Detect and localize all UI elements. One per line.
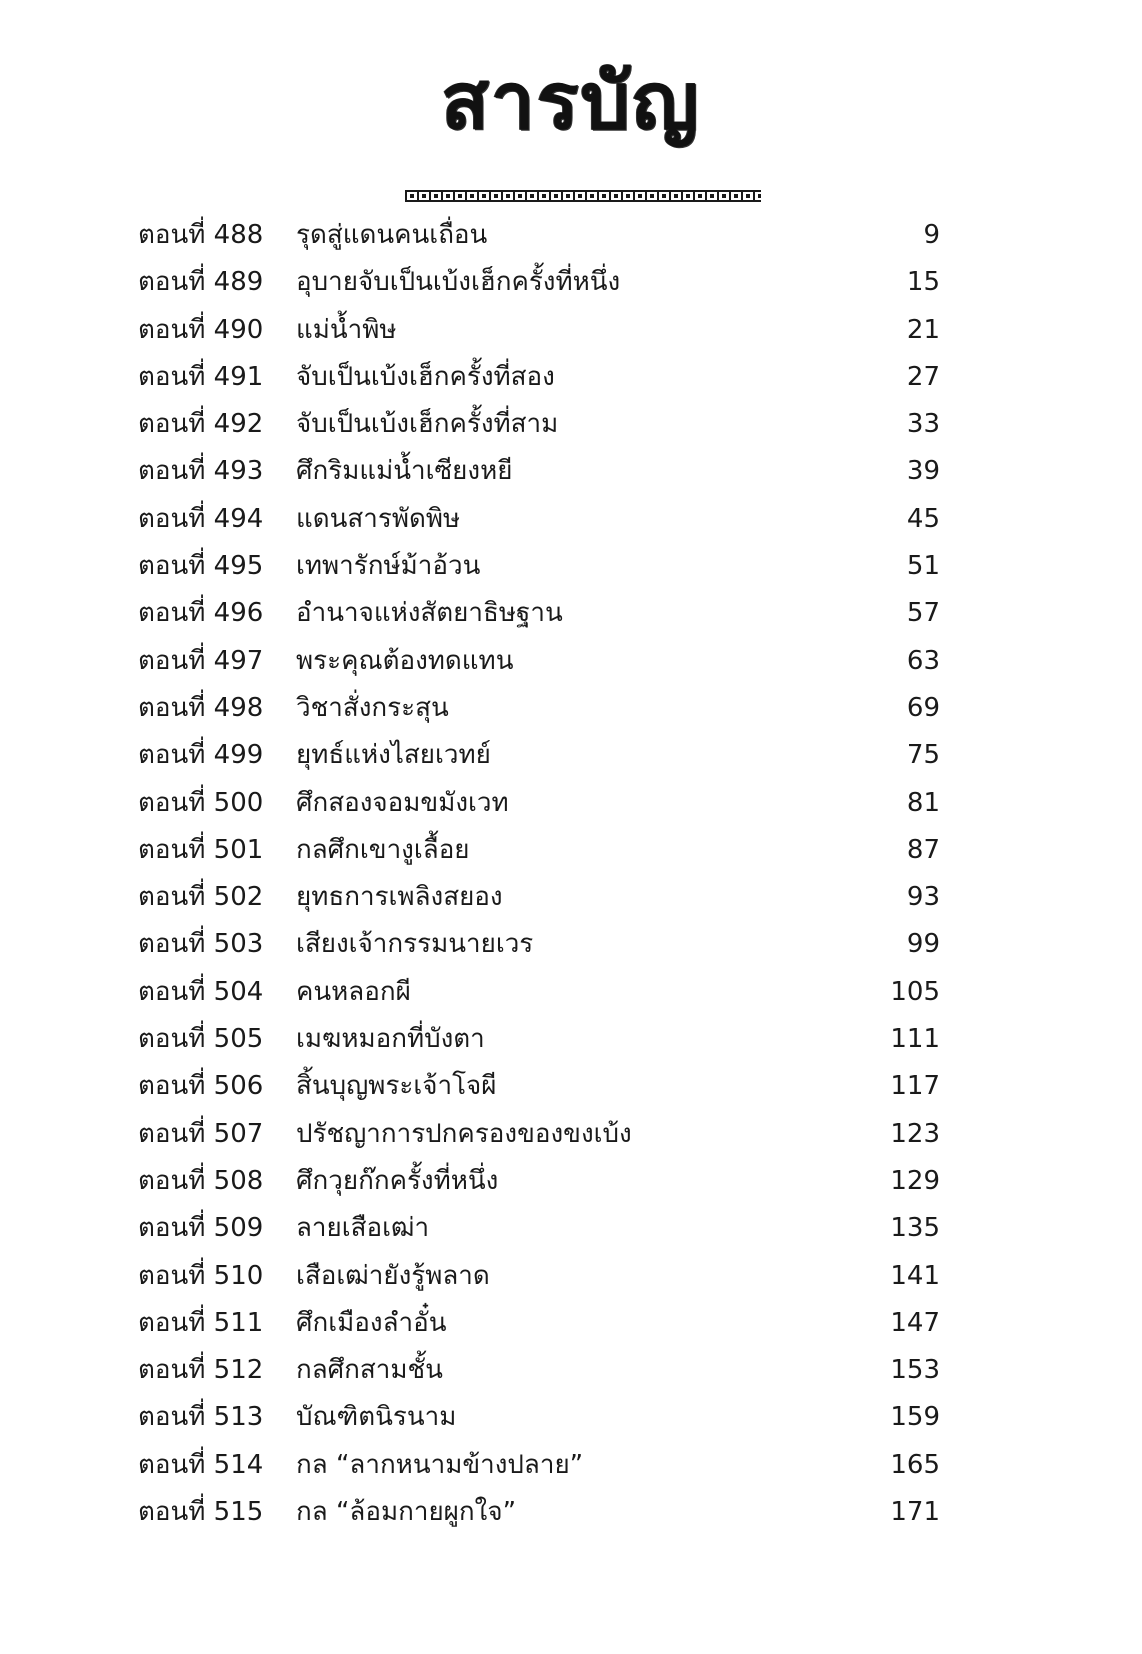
episode-title: พระคุณต้องทดแทน [296, 645, 514, 676]
episode-number: ตอนที่ 509 [138, 1213, 264, 1244]
decorative-divider [405, 190, 761, 202]
episode-title: กลศึกเขางูเลื้อย [296, 834, 470, 865]
toc-row [0, 212, 1142, 259]
episode-number: ตอนที่ 495 [138, 551, 264, 582]
episode-number: ตอนที่ 506 [138, 1071, 264, 1102]
episode-title: อุบายจับเป็นเบ้งเฮ็กครั้งที่หนึ่ง [296, 267, 621, 298]
toc-row [0, 1158, 1142, 1205]
episode-number: ตอนที่ 503 [138, 929, 264, 960]
episode-title: บัณฑิตนิรนาม [296, 1402, 457, 1433]
toc-row [0, 543, 1142, 590]
episode-title: กล “ล้อมกายผูกใจ” [296, 1497, 517, 1528]
episode-number: ตอนที่ 499 [138, 740, 264, 771]
episode-number: ตอนที่ 513 [138, 1402, 264, 1433]
toc-row [0, 1111, 1142, 1158]
episode-number: ตอนที่ 515 [138, 1497, 264, 1528]
episode-number: ตอนที่ 500 [138, 787, 264, 818]
episode-title: แม่น้ำพิษ [296, 314, 397, 345]
episode-number: ตอนที่ 493 [138, 456, 264, 487]
episode-number: ตอนที่ 494 [138, 503, 264, 534]
page-number: 171 [890, 1497, 940, 1528]
page-number: 147 [890, 1307, 940, 1338]
page-number: 141 [890, 1260, 940, 1291]
episode-number: ตอนที่ 512 [138, 1355, 264, 1386]
episode-title: จับเป็นเบ้งเฮ็กครั้งที่สอง [296, 361, 555, 392]
toc-row [0, 1205, 1142, 1252]
page-number: 99 [906, 929, 940, 960]
toc-row [0, 969, 1142, 1016]
episode-title: ลายเสือเฒ่า [296, 1213, 430, 1244]
episode-title: จับเป็นเบ้งเฮ็กครั้งที่สาม [296, 409, 559, 440]
toc-row [0, 732, 1142, 779]
episode-number: ตอนที่ 501 [138, 834, 264, 865]
episode-title: ยุทธ์แห่งไสยเวทย์ [296, 740, 491, 771]
toc-row [0, 874, 1142, 921]
toc-row [0, 401, 1142, 448]
episode-number: ตอนที่ 497 [138, 645, 264, 676]
episode-number: ตอนที่ 514 [138, 1449, 264, 1480]
page-number: 69 [906, 692, 940, 723]
page-number: 75 [906, 740, 940, 771]
toc-row [0, 1442, 1142, 1489]
page-number: 105 [890, 976, 940, 1007]
toc-row [0, 780, 1142, 827]
episode-title: ปรัชญาการปกครองของขงเบ้ง [296, 1118, 632, 1149]
toc-row [0, 448, 1142, 495]
episode-number: ตอนที่ 505 [138, 1024, 264, 1055]
page-number: 57 [906, 598, 940, 629]
toc-row [0, 1489, 1142, 1536]
page-number: 165 [890, 1449, 940, 1480]
episode-number: ตอนที่ 504 [138, 976, 264, 1007]
table-of-contents [0, 212, 1142, 1536]
episode-number: ตอนที่ 510 [138, 1260, 264, 1291]
episode-number: ตอนที่ 508 [138, 1165, 264, 1196]
toc-row [0, 354, 1142, 401]
episode-number: ตอนที่ 488 [138, 220, 264, 250]
episode-title: เทพารักษ์ม้าอ้วน [296, 551, 481, 582]
episode-title: วิชาสั่งกระสุน [296, 692, 449, 723]
page-number: 87 [906, 834, 940, 865]
page-number: 33 [906, 409, 940, 440]
page-number: 15 [906, 267, 940, 298]
episode-title: กล “ลากหนามข้างปลาย” [296, 1449, 584, 1480]
page-number: 81 [906, 787, 940, 818]
toc-row [0, 827, 1142, 874]
toc-row [0, 590, 1142, 637]
episode-title: เสือเฒ่ายังรู้พลาด [296, 1260, 490, 1291]
episode-title: ศึกริมแม่น้ำเซียงหยี [296, 456, 513, 487]
episode-number: ตอนที่ 489 [138, 267, 264, 298]
page-number: 63 [906, 645, 940, 676]
episode-title: ศึกวุยก๊กครั้งที่หนึ่ง [296, 1165, 499, 1196]
page-number: 111 [890, 1024, 940, 1055]
toc-row [0, 1300, 1142, 1347]
page-number: 21 [906, 314, 940, 345]
toc-row [0, 921, 1142, 968]
page-number: 51 [906, 551, 940, 582]
episode-number: ตอนที่ 491 [138, 361, 264, 392]
episode-title: เสียงเจ้ากรรมนายเวร [296, 929, 534, 960]
page-number: 45 [906, 503, 940, 534]
episode-title: รุดสู่แดนคนเถื่อน [296, 220, 488, 250]
episode-title: แดนสารพัดพิษ [296, 503, 461, 534]
episode-title: สิ้นบุญพระเจ้าโจผี [296, 1071, 497, 1102]
page-number: 153 [890, 1355, 940, 1386]
toc-row [0, 638, 1142, 685]
page-number: 129 [890, 1165, 940, 1196]
page-number: 135 [890, 1213, 940, 1244]
toc-row [0, 1016, 1142, 1063]
episode-title: กลศึกสามชั้น [296, 1355, 443, 1386]
toc-row [0, 1253, 1142, 1300]
page-title: สารบัญ [441, 57, 701, 147]
page-number: 123 [890, 1118, 940, 1149]
episode-number: ตอนที่ 507 [138, 1118, 264, 1149]
episode-number: ตอนที่ 492 [138, 409, 264, 440]
episode-title: ศึกเมืองลำอั๋น [296, 1307, 447, 1338]
episode-title: ศึกสองจอมขมังเวท [296, 787, 509, 818]
episode-title: คนหลอกผี [296, 976, 411, 1007]
toc-row [0, 685, 1142, 732]
episode-number: ตอนที่ 498 [138, 692, 264, 723]
toc-row [0, 1063, 1142, 1110]
episode-title: ยุทธการเพลิงสยอง [296, 882, 503, 913]
episode-title: อำนาจแห่งสัตยาธิษฐาน [296, 598, 563, 629]
toc-row [0, 307, 1142, 354]
episode-number: ตอนที่ 496 [138, 598, 264, 629]
page-number: 117 [890, 1071, 940, 1102]
page-number: 27 [906, 361, 940, 392]
page-number: 159 [890, 1402, 940, 1433]
toc-row [0, 1394, 1142, 1441]
toc-row [0, 496, 1142, 543]
page-number: 39 [906, 456, 940, 487]
episode-title: เมฆหมอกที่บังตา [296, 1024, 485, 1055]
episode-number: ตอนที่ 502 [138, 882, 264, 913]
page-number: 9 [923, 220, 940, 250]
page-number: 93 [906, 882, 940, 913]
episode-number: ตอนที่ 511 [138, 1307, 264, 1338]
toc-row [0, 1347, 1142, 1394]
episode-number: ตอนที่ 490 [138, 314, 264, 345]
toc-row [0, 259, 1142, 306]
